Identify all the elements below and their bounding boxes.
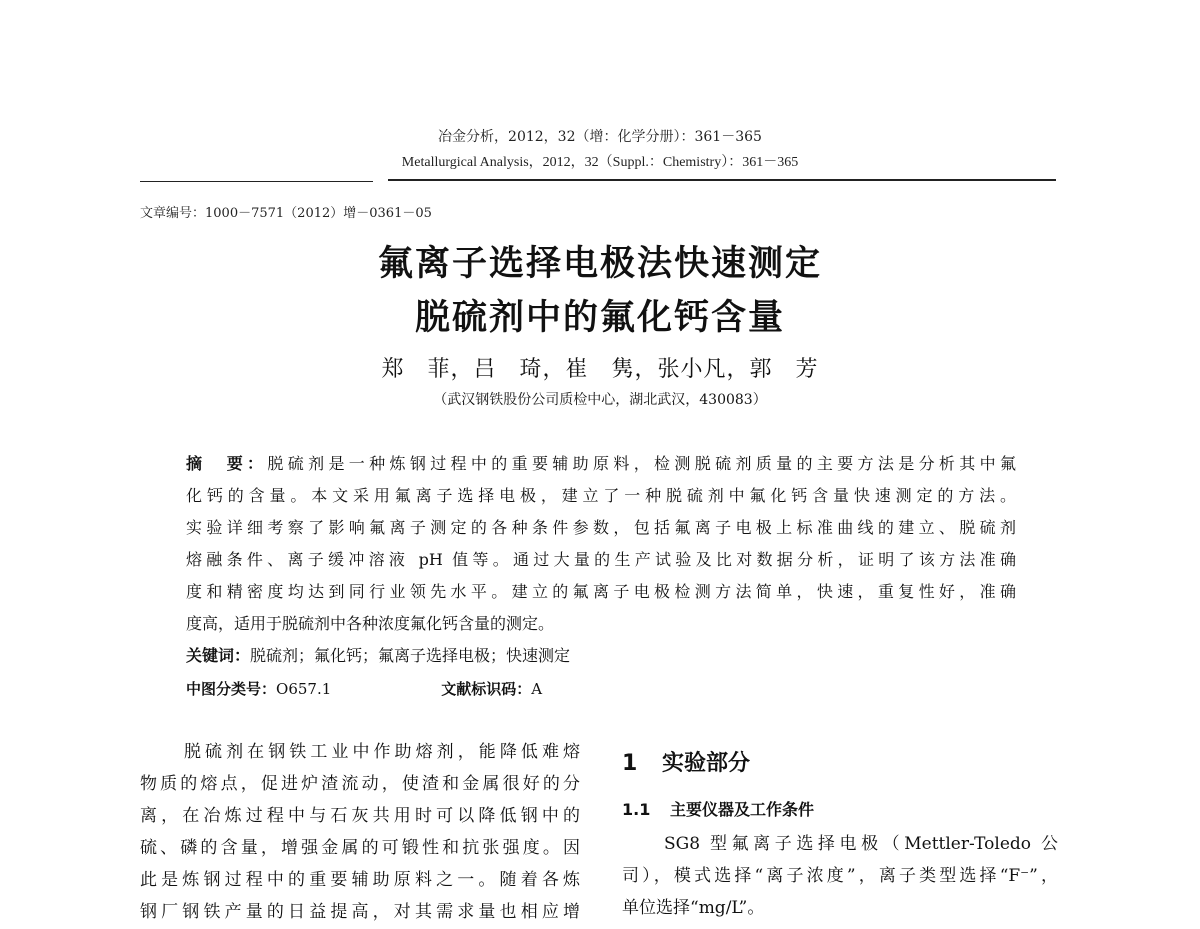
paper-title-line-2: 脱硫剂中的氟化钙含量 bbox=[414, 298, 785, 338]
subsection-title: 主要仪器及工作条件 bbox=[670, 800, 815, 819]
header-rule-left bbox=[140, 181, 373, 182]
instrument-paragraph bbox=[622, 828, 1058, 924]
body-line: 硫、磷的含量，增强金属的可锻性和抗张强度。因 bbox=[140, 838, 580, 858]
body-line: 钢厂钢铁产量的日益提高，对其需求量也相应增 bbox=[140, 902, 580, 922]
journal-citation-zh: 冶金分析，2012，32（增：化学分册）：361－365 bbox=[438, 129, 762, 145]
body-line: 离，在冶炼过程中与石灰共用时可以降低钢中的 bbox=[140, 806, 580, 826]
affiliation: （武汉钢铁股份公司质检中心，湖北武汉，430083） bbox=[433, 392, 767, 408]
doc-code-value: A bbox=[531, 680, 543, 698]
body-line: 脱硫剂在钢铁工业中作助熔剂，能降低难熔 bbox=[184, 742, 580, 762]
abstract-line: 度高，适用于脱硫剂中各种浓度氟化钙含量的测定。 bbox=[186, 614, 555, 633]
abstract-line: 摘 要：脱硫剂是一种炼钢过程中的重要辅助原料，检测脱硫剂质量的主要方法是分析其中氟 bbox=[186, 454, 1016, 473]
subsection-heading bbox=[622, 797, 814, 820]
section-heading bbox=[622, 746, 750, 777]
keywords-label: 关键词： bbox=[186, 646, 251, 665]
body-line: 物质的熔点，促进炉渣流动，使渣和金属很好的分 bbox=[140, 774, 580, 794]
doc-code-label: 文献标识码： bbox=[441, 680, 532, 698]
document-number: 文章编号：1000－7571（2012）增－0361－05 bbox=[140, 206, 432, 221]
body-line: 司），模式选择“离子浓度”，离子类型选择“F⁻”， bbox=[622, 866, 1058, 886]
abstract-line: 度和精密度均达到同行业领先水平。建立的氟离子电极检测方法简单，快速，重复性好，准确 bbox=[186, 582, 1016, 601]
abstract-line: 熔融条件、离子缓冲溶液 pH 值等。通过大量的生产试验及比对数据分析，证明了该方法准确 bbox=[186, 550, 1016, 569]
journal-citation-en: Metallurgical Analysis，2012，32（Suppl.：Chemistry）：361－365 bbox=[401, 155, 799, 170]
header-rule-right bbox=[388, 179, 1056, 181]
body-line: SG8 型氟离子选择电极（Mettler-Toledo 公 bbox=[664, 834, 1058, 854]
paper-title-line-1: 氟离子选择电极法快速测定 bbox=[377, 244, 822, 284]
body-line: 单位选择“mg/L”。 bbox=[622, 898, 765, 918]
abstract-line: 化钙的含量。本文采用氟离子选择电极，建立了一种脱硫剂中氟化钙含量快速测定的方法。 bbox=[186, 486, 1016, 505]
classification-row bbox=[186, 678, 542, 699]
keywords-text: 脱硫剂；氟化钙；氟离子选择电极；快速测定 bbox=[250, 646, 571, 665]
abstract-line: 实验详细考察了影响氟离子测定的各种条件参数，包括氟离子电极上标准曲线的建立、脱硫剂 bbox=[186, 518, 1016, 537]
section-number: 1 bbox=[622, 751, 638, 776]
section-title: 实验部分 bbox=[662, 751, 751, 776]
subsection-number: 1.1 bbox=[622, 800, 651, 819]
author-list: 郑 菲，吕 琦，崔 隽，张小凡，郭 芳 bbox=[381, 357, 819, 382]
body-line: 此是炼钢过程中的重要辅助原料之一。随着各炼 bbox=[140, 870, 580, 890]
intro-paragraph bbox=[140, 736, 580, 928]
abstract-label: 摘 要： bbox=[186, 454, 268, 473]
keywords bbox=[186, 640, 1016, 672]
clc-value: O657.1 bbox=[276, 680, 332, 698]
clc-label: 中图分类号： bbox=[186, 680, 277, 698]
abstract bbox=[186, 448, 1016, 672]
